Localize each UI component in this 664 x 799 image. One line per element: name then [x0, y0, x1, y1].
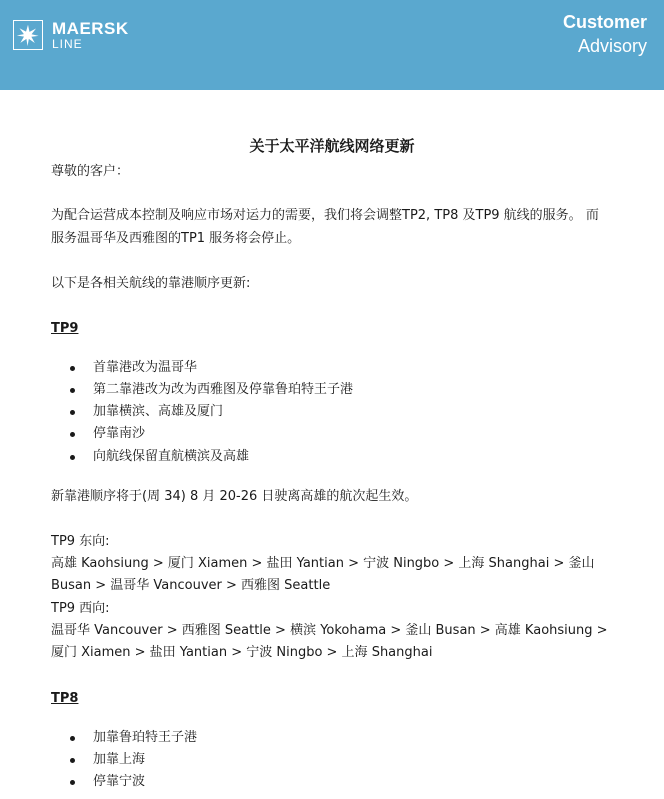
greeting: 尊敬的客户： — [51, 164, 130, 179]
advisory-line2: Advisory — [577, 36, 647, 56]
advisory-line1: Customer — [562, 12, 647, 32]
list-item — [73, 772, 146, 792]
list-item-text: 加靠鲁珀特王子港 — [93, 730, 198, 745]
advisory-label — [563, 10, 647, 58]
list-item-text: 首靠港改为温哥华 — [93, 360, 198, 375]
list-item-text: 停靠宁波 — [93, 774, 146, 789]
tp9-eastbound-rotation-line-2: Busan > 温哥华 Vancouver > 西雅图 Seattle — [51, 578, 331, 593]
tp9-westbound-rotation-line-2: 厦门 Xiamen > 盐田 Yantian > 宁波 Ningbo > 上海 Shanghai — [51, 645, 433, 660]
rotation-intro: 以下是各相关航线的靠港顺序更新: — [51, 276, 251, 291]
tp9-eastbound-rotation-line-1: 高雄 Kaohsiung > 厦门 Xiamen > 盐田 Yantian > 宁波 Ningbo > 上海 Shanghai > 釜山 — [51, 556, 595, 571]
brand-subtitle: LINE — [52, 37, 83, 51]
list-item — [73, 728, 198, 748]
list-item-text: 停靠南沙 — [93, 426, 146, 441]
tp9-westbound-label: TP9 西向: — [51, 601, 110, 616]
intro-line-2: 服务温哥华及西雅图的TP1 服务将会停止。 — [51, 231, 301, 246]
list-item — [73, 402, 224, 422]
tp9-eastbound-label: TP9 东向: — [51, 534, 110, 549]
section-heading-tp9: TP9 — [51, 321, 79, 336]
list-item — [73, 750, 146, 770]
list-item-text: 加靠横滨、高雄及厦门 — [93, 404, 224, 419]
document-title: 关于太平洋航线网络更新 — [249, 137, 415, 155]
section-heading-tp8: TP8 — [51, 691, 79, 706]
list-item — [73, 447, 250, 467]
list-item-text: 向航线保留直航横滨及高雄 — [93, 449, 250, 464]
list-item — [73, 424, 146, 444]
list-item-text: 第二靠港改为改为西雅图及停靠鲁珀特王子港 — [93, 382, 354, 397]
list-item — [73, 380, 354, 400]
advisory-header — [0, 0, 664, 90]
list-item — [73, 358, 198, 378]
maersk-star-logo-icon — [13, 20, 43, 50]
tp9-westbound-rotation-line-1: 温哥华 Vancouver > 西雅图 Seattle > 横滨 Yokohama > 釜山 Busan > 高雄 Kaohsiung > — [51, 623, 608, 638]
effective-date-text: 新靠港顺序将于(周 34) 8 月 20-26 日驶离高雄的航次起生效。 — [51, 489, 418, 504]
intro-line-1: 为配合运营成本控制及响应市场对运力的需要，我们将会调整TP2, TP8 及TP9 航线的服务。 而 — [51, 208, 599, 223]
brand-name: MAERSK — [52, 19, 129, 38]
list-item-text: 加靠上海 — [93, 752, 146, 767]
